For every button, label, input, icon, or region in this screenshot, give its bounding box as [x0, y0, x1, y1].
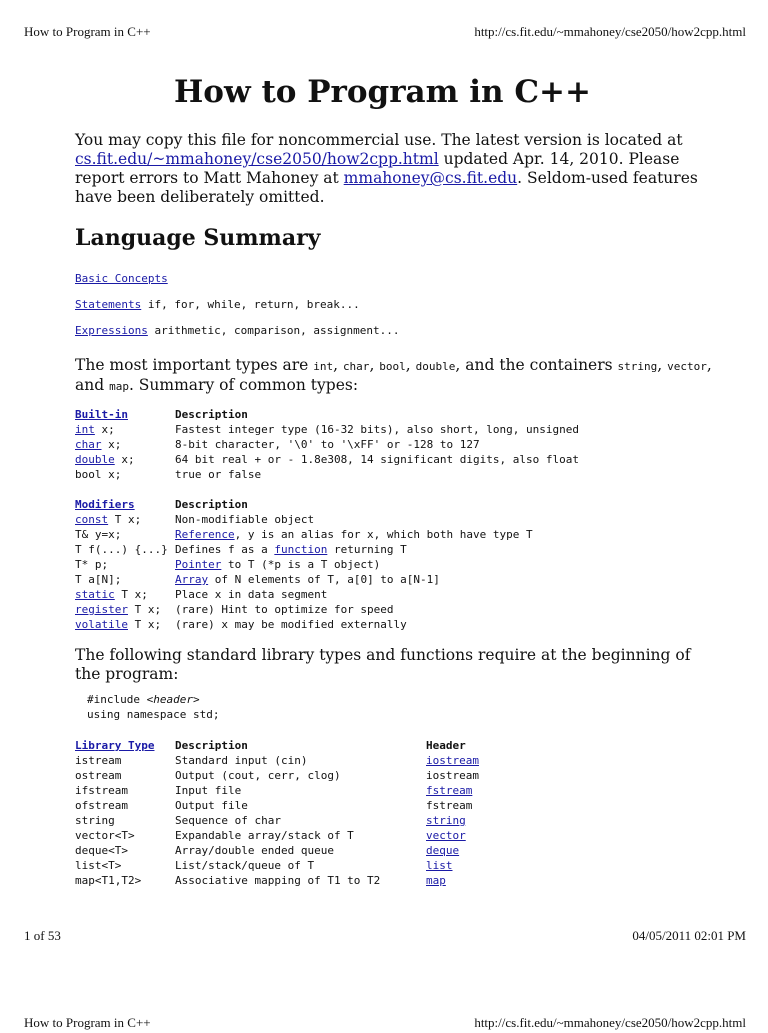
- decl-cell: [75, 602, 175, 617]
- library-desc-cell: Input file: [175, 784, 242, 797]
- header-file-text: fstream: [426, 799, 473, 812]
- table-row: [75, 542, 533, 557]
- table-row: [75, 437, 579, 452]
- intro-paragraph: [75, 131, 715, 207]
- desc-cell: 8-bit character, '\0' to '\xFF' or -128 to 127: [175, 438, 480, 451]
- library-desc-cell: Output file: [175, 799, 248, 812]
- statements-link[interactable]: Statements: [75, 298, 142, 311]
- builtin-types-table: [75, 407, 579, 482]
- library-type-cell: deque<T>: [75, 844, 128, 857]
- library-type-cell: ifstream: [75, 784, 128, 797]
- desc-cell: 64 bit real + or - 1.8e308, 14 significant digits, also float: [175, 453, 579, 466]
- library-header-cell: [426, 753, 479, 768]
- builtin-header-link[interactable]: Built-in: [75, 408, 128, 421]
- code-double: double: [415, 360, 456, 373]
- desc-cell: [175, 557, 533, 572]
- table-row: [75, 843, 479, 858]
- table-row: [75, 587, 533, 602]
- code-char: char: [342, 360, 370, 373]
- decl-text: x;: [114, 453, 135, 466]
- header-title: How to Program in C++: [24, 24, 151, 39]
- library-desc-cell: Expandable array/stack of T: [175, 829, 354, 842]
- modifiers-table: [75, 497, 533, 632]
- next-page-header: [24, 1015, 746, 1033]
- char-link[interactable]: char: [75, 438, 102, 451]
- table-row: [75, 783, 479, 798]
- header-url[interactable]: http://cs.fit.edu/~mmahoney/cse2050/how2cpp.html: [474, 1015, 746, 1030]
- page-number: 1 of 53: [24, 928, 61, 943]
- print-header: [24, 24, 746, 42]
- table-row: [75, 467, 579, 482]
- code-text: #include <: [87, 693, 154, 706]
- desc-cell: Place x in data segment: [175, 588, 328, 601]
- table-row: [75, 452, 579, 467]
- desc-cell: true or false: [175, 468, 262, 481]
- library-desc-cell: Output (cout, cerr, clog): [175, 769, 341, 782]
- table-row: [75, 798, 479, 813]
- code-vector: vector: [667, 360, 707, 373]
- table-row: [75, 572, 533, 587]
- library-types-table: [75, 738, 479, 888]
- library-header-cell: [426, 828, 479, 843]
- summary-item: [75, 298, 360, 311]
- header-file-link[interactable]: fstream: [426, 784, 473, 797]
- modifiers-header-link[interactable]: Modifiers: [75, 498, 135, 511]
- desc-cell: [175, 527, 533, 542]
- desc-text: Defines f as a: [175, 543, 275, 556]
- desc-text: Non-modifiable object: [175, 513, 315, 526]
- table-row: [75, 828, 479, 843]
- library-type-cell: string: [75, 814, 115, 827]
- library-desc-cell: List/stack/queue of T: [175, 859, 315, 872]
- decl-text: T x;: [127, 603, 162, 616]
- decl-text: x;: [94, 423, 115, 436]
- int-link[interactable]: int: [75, 423, 95, 436]
- reference-link[interactable]: Reference: [175, 528, 235, 541]
- types-text: , and the containers: [455, 356, 618, 374]
- decl-cell: [75, 422, 175, 437]
- library-header-cell: [426, 798, 479, 813]
- library-type-cell: istream: [75, 754, 122, 767]
- column-header: Header: [426, 739, 466, 752]
- library-header-cell: [426, 783, 479, 798]
- decl-cell: [75, 452, 175, 467]
- summary-item: [75, 272, 168, 285]
- desc-cell: [175, 572, 533, 587]
- column-header: Description: [175, 408, 248, 421]
- library-header-cell: [426, 858, 479, 873]
- table-row: [75, 768, 479, 783]
- header-file-link[interactable]: deque: [426, 844, 460, 857]
- table-row: [75, 422, 579, 437]
- pointer-link[interactable]: Pointer: [175, 558, 222, 571]
- column-header: Description: [175, 739, 248, 752]
- print-datetime: 04/05/2011 02:01 PM: [632, 928, 746, 943]
- summary-item-text: arithmetic, comparison, assignment...: [147, 324, 400, 337]
- print-footer: [24, 928, 746, 946]
- library-desc-cell: Sequence of char: [175, 814, 281, 827]
- types-text: . Summary of common types:: [128, 376, 359, 394]
- table-row: [75, 753, 479, 768]
- intro-text-2: updated Apr. 14, 2010. Please report errors to Matt Mahoney at: [75, 150, 680, 187]
- header-file-link[interactable]: string: [426, 814, 466, 827]
- types-sep: ,: [333, 356, 343, 374]
- code-int: int: [313, 360, 334, 373]
- library-header-cell: [426, 843, 479, 858]
- decl-cell: [75, 617, 175, 632]
- decl-text: T x;: [108, 513, 142, 526]
- header-url[interactable]: http://cs.fit.edu/~mmahoney/cse2050/how2cpp.html: [474, 24, 746, 39]
- desc-cell: [175, 512, 533, 527]
- table-row: [75, 527, 533, 542]
- code-string: string: [617, 360, 658, 373]
- library-desc-cell: Standard input (cin): [175, 754, 308, 767]
- table-header-row: [75, 738, 479, 753]
- table-header-row: [75, 407, 579, 422]
- header-file-link[interactable]: map: [426, 874, 446, 887]
- email-link[interactable]: mmahoney@cs.fit.edu: [343, 169, 518, 187]
- desc-cell: Fastest integer type (16-32 bits), also short, long, unsigned: [175, 423, 579, 436]
- desc-cell: (rare) x may be modified externally: [175, 618, 407, 631]
- library-header-cell: [426, 768, 479, 783]
- decl-cell: bool x;: [75, 468, 122, 481]
- types-text: The most important types are: [75, 356, 314, 374]
- latest-version-link[interactable]: cs.fit.edu/~mmahoney/cse2050/how2cpp.html: [75, 150, 439, 168]
- library-type-cell: map<T1,T2>: [75, 874, 142, 887]
- static-link[interactable]: static: [75, 588, 115, 601]
- summary-item: [75, 324, 400, 337]
- desc-text: of N elements of T, a[0] to a[N-1]: [208, 573, 440, 586]
- library-desc-cell: Array/double ended queue: [175, 844, 334, 857]
- decl-text: T x;: [127, 618, 162, 631]
- summary-item-text: if, for, while, return, break...: [141, 298, 360, 311]
- library-type-cell: ostream: [75, 769, 122, 782]
- function-link[interactable]: function: [274, 543, 328, 556]
- library-paragraph: The following standard library types and functions require at the beginning of the program:: [75, 646, 691, 683]
- table-row: [75, 557, 533, 572]
- table-header-row: [75, 497, 533, 512]
- code-map: map: [109, 380, 129, 393]
- intro-text-3: . Seldom-used features have been deliberately omitted.: [75, 169, 698, 206]
- desc-text: returning T: [327, 543, 407, 556]
- desc-text: to T (*p is a T object): [221, 558, 381, 571]
- basic-concepts-link[interactable]: Basic Concepts: [75, 272, 168, 285]
- desc-cell: [175, 542, 533, 557]
- table-row: [75, 602, 533, 617]
- library-type-cell: ofstream: [75, 799, 128, 812]
- header-file-link[interactable]: list: [426, 859, 453, 872]
- decl-cell: T f(...) {...}: [75, 543, 168, 556]
- decl-cell: T& y=x;: [75, 528, 122, 541]
- code-text: using namespace std;: [87, 708, 220, 721]
- array-link[interactable]: Array: [175, 573, 209, 586]
- types-sep: ,: [405, 356, 416, 374]
- library-header-cell: [426, 813, 479, 828]
- expressions-link[interactable]: Expressions: [75, 324, 148, 337]
- library-type-cell: vector<T>: [75, 829, 135, 842]
- decl-cell: [75, 587, 175, 602]
- types-sep: ,: [657, 356, 668, 374]
- code-bool: bool: [379, 360, 406, 373]
- code-text: >: [192, 693, 200, 706]
- column-header: Description: [175, 498, 248, 511]
- const-link[interactable]: const: [75, 513, 109, 526]
- library-type-header-link[interactable]: Library Type: [75, 739, 155, 752]
- volatile-link[interactable]: volatile: [75, 618, 128, 631]
- types-text: , and: [75, 356, 712, 394]
- double-link[interactable]: double: [75, 453, 115, 466]
- register-link[interactable]: register: [75, 603, 128, 616]
- types-sep: ,: [369, 356, 380, 374]
- table-row: [75, 617, 533, 632]
- section-title: Language Summary: [75, 225, 321, 251]
- intro-text-1: You may copy this file for noncommercial use. The latest version is located at: [75, 131, 683, 149]
- decl-cell: T a[N];: [75, 573, 122, 586]
- header-file-link[interactable]: iostream: [426, 754, 479, 767]
- desc-text: , y is an alias for x, which both have type T: [234, 528, 533, 541]
- library-type-cell: list<T>: [75, 859, 122, 872]
- table-row: [75, 858, 479, 873]
- include-code-block: [87, 692, 219, 722]
- header-file-link[interactable]: vector: [426, 829, 466, 842]
- page-title: How to Program in C++: [174, 74, 591, 110]
- decl-cell: T* p;: [75, 558, 109, 571]
- decl-text: T x;: [114, 588, 148, 601]
- decl-cell: [75, 437, 175, 452]
- table-row: [75, 512, 533, 527]
- code-placeholder: header: [153, 693, 193, 706]
- header-file-text: iostream: [426, 769, 479, 782]
- decl-text: x;: [101, 438, 122, 451]
- decl-cell: [75, 512, 175, 527]
- library-desc-cell: Associative mapping of T1 to T2: [175, 874, 381, 887]
- header-title: How to Program in C++: [24, 1015, 151, 1030]
- table-row: [75, 813, 479, 828]
- library-header-cell: [426, 873, 479, 888]
- types-paragraph: [75, 356, 715, 396]
- desc-cell: (rare) Hint to optimize for speed: [175, 603, 394, 616]
- table-row: [75, 873, 479, 888]
